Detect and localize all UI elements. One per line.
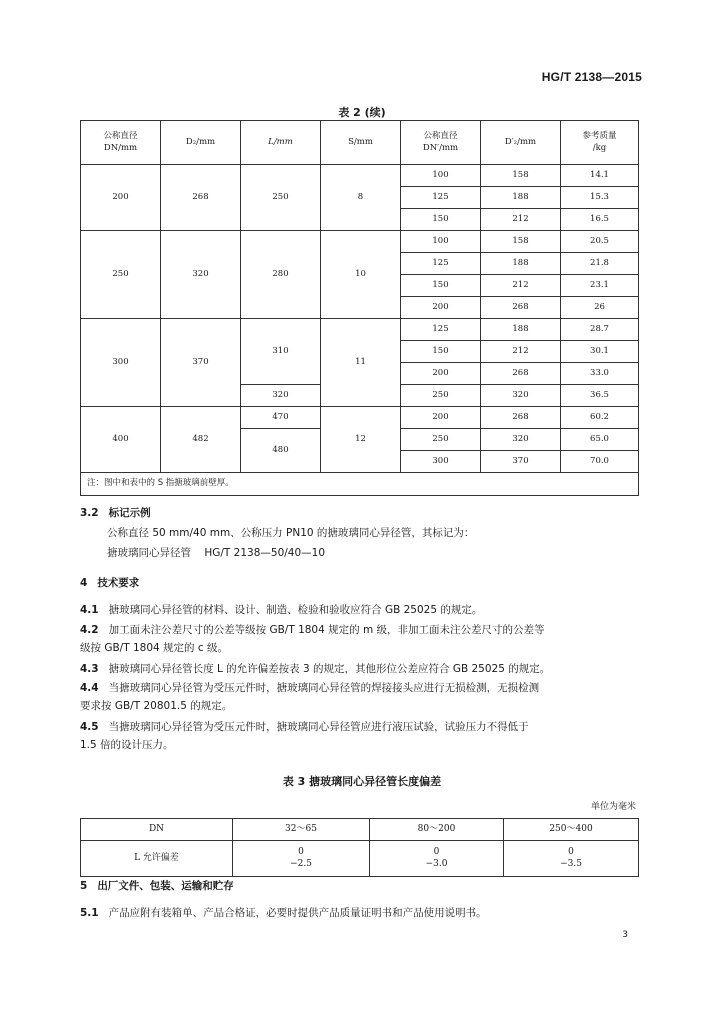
- cell-dn: 250: [81, 231, 161, 319]
- clause-4-1: [80, 602, 482, 617]
- section-title: 出厂文件、包装、运输和贮存: [97, 880, 234, 892]
- cell-s: 8: [321, 165, 401, 231]
- clause-text-continued: 级按 GB/T 1804 规定的 c 级。: [80, 642, 228, 654]
- table-row: [81, 165, 639, 187]
- cell-mass: 15.3: [561, 187, 639, 209]
- cell-l: 480: [241, 429, 321, 473]
- cell-dn-prime: 250: [401, 385, 481, 407]
- section-5-heading: [80, 878, 234, 893]
- cell-mass: 23.1: [561, 275, 639, 297]
- section-number: 4: [80, 577, 88, 589]
- cell-mass: 26: [561, 297, 639, 319]
- cell-dn-prime: 200: [401, 297, 481, 319]
- clause-text: 加工面未注公差尺寸的公差等级按 GB/T 1804 规定的 m 级，非加工面未注公差尺寸的公差等: [108, 624, 545, 636]
- cell-d2-prime: 370: [481, 451, 561, 473]
- table3-header-row: [81, 819, 639, 841]
- deviation-lower: −3.0: [425, 858, 448, 869]
- cell-mass: 36.5: [561, 385, 639, 407]
- table3-deviation-row: [81, 841, 639, 877]
- table-row: [81, 319, 639, 341]
- cell-d2-prime: 212: [481, 341, 561, 363]
- table2-caption: 表 2 (续): [338, 106, 386, 119]
- cell-d2: 482: [161, 407, 241, 473]
- clause-number: 4.2: [80, 624, 99, 636]
- clause-number: 4.4: [80, 682, 99, 694]
- cell-d2-prime: 268: [481, 407, 561, 429]
- header-s: S/mm: [321, 121, 401, 165]
- cell-mass: 60.2: [561, 407, 639, 429]
- cell-d2-prime: 268: [481, 297, 561, 319]
- cell-dn-prime: 100: [401, 231, 481, 253]
- table-row: [81, 231, 639, 253]
- cell-dn-prime: 125: [401, 253, 481, 275]
- cell-d2: 370: [161, 319, 241, 407]
- clause-text-continued: 要求按 GB/T 20801.5 的规定。: [80, 700, 233, 712]
- clause-number: 4.3: [80, 663, 99, 675]
- cell-s: 12: [321, 407, 401, 473]
- cell-dn-prime: 125: [401, 187, 481, 209]
- deviation-lower: −3.5: [560, 858, 582, 869]
- table-note-row: [81, 473, 639, 496]
- clause-number: 4.5: [80, 721, 99, 733]
- cell-d2-prime: 268: [481, 363, 561, 385]
- cell-mass: 14.1: [561, 165, 639, 187]
- cell-d2: 320: [161, 231, 241, 319]
- cell-l: 470: [241, 407, 321, 429]
- cell-d2-prime: 212: [481, 209, 561, 231]
- cell-mass: 33.0: [561, 363, 639, 385]
- clause-text: 产品应附有装箱单、产品合格证，必要时提供产品质量证明书和产品使用说明书。: [108, 907, 487, 919]
- clause-5-1: [80, 905, 487, 920]
- deviation-upper: 0: [568, 846, 574, 857]
- header-d2-prime: D′₂/mm: [481, 121, 561, 165]
- cell-dn-prime: 125: [401, 319, 481, 341]
- section-number: 5: [80, 880, 88, 892]
- cell-d2-prime: 158: [481, 231, 561, 253]
- clause-number: 5.1: [80, 907, 99, 919]
- cell-mass: 30.1: [561, 341, 639, 363]
- cell-mass: 20.5: [561, 231, 639, 253]
- cell-dn-prime: 250: [401, 429, 481, 451]
- table-3: [80, 818, 639, 877]
- cell-mass: 28.7: [561, 319, 639, 341]
- section-number: 3.2: [80, 507, 99, 519]
- cell-mass: 65.0: [561, 429, 639, 451]
- deviation-cell: [504, 841, 639, 877]
- cell-dn-prime: 100: [401, 165, 481, 187]
- clause-text-continued: 1.5 倍的设计压力。: [80, 739, 174, 751]
- table-header-row: [81, 121, 639, 165]
- section-4-heading: [80, 575, 139, 590]
- deviation-upper: 0: [433, 846, 440, 857]
- paragraph-line: 搪玻璃同心异径管 HG/T 2138—50/40—10: [107, 547, 326, 559]
- table-note: 注：图中和表中的 S 指搪玻璃前壁厚。: [81, 473, 639, 496]
- cell-d2-prime: 158: [481, 165, 561, 187]
- header-dn: 公称直径 DN/mm: [81, 121, 161, 165]
- cell-dn-prime: 150: [401, 209, 481, 231]
- cell-l: 310: [241, 319, 321, 385]
- section-3-2-heading: [80, 505, 151, 520]
- clause-4-2: [80, 622, 545, 637]
- clause-4-4: [80, 680, 539, 695]
- section-title: 标记示例: [108, 507, 151, 519]
- deviation-cell: [233, 841, 370, 877]
- clause-4-5: [80, 719, 529, 734]
- paragraph-line: 公称直径 50 mm/40 mm、公称压力 PN10 的搪玻璃同心异径管，其标记为：: [107, 527, 475, 539]
- clause-4-3: [80, 661, 550, 676]
- deviation-upper: 0: [298, 846, 304, 857]
- cell-dn-prime: 200: [401, 363, 481, 385]
- cell-d2: 268: [161, 165, 241, 231]
- cell-l: 320: [241, 385, 321, 407]
- table3-unit: 单位为毫米: [590, 802, 636, 812]
- header-range: 250～400: [504, 819, 639, 841]
- page-number: 3: [622, 930, 628, 940]
- header-dn-prime: 公称直径 DN′/mm: [401, 121, 481, 165]
- cell-mass: 16.5: [561, 209, 639, 231]
- cell-d2-prime: 320: [481, 385, 561, 407]
- deviation-lower: −2.5: [290, 858, 312, 869]
- table-2: [80, 120, 639, 496]
- cell-s: 11: [321, 319, 401, 407]
- cell-d2-prime: 212: [481, 275, 561, 297]
- cell-l: 280: [241, 231, 321, 319]
- cell-d2-prime: 188: [481, 319, 561, 341]
- row-label: L 允许偏差: [81, 841, 233, 877]
- header-dn: DN: [81, 819, 233, 841]
- clause-text: 搪玻璃同心异径管的材料、设计、制造、检验和验收应符合 GB 25025 的规定。: [108, 604, 483, 616]
- section-title: 技术要求: [97, 577, 140, 589]
- cell-mass: 70.0: [561, 451, 639, 473]
- table-row: [81, 407, 639, 429]
- cell-d2-prime: 320: [481, 429, 561, 451]
- clause-text: 当搪玻璃同心异径管为受压元件时，搪玻璃同心异径管的焊接接头应进行无损检测，无损检测: [108, 682, 540, 694]
- header-mass: 参考质量 /kg: [561, 121, 639, 165]
- cell-d2-prime: 188: [481, 253, 561, 275]
- cell-d2-prime: 188: [481, 187, 561, 209]
- standard-code: HG/T 2138—2015: [541, 70, 642, 84]
- header-d2: D₂/mm: [161, 121, 241, 165]
- header-l: L/mm: [241, 121, 321, 165]
- clause-number: 4.1: [80, 604, 99, 616]
- cell-dn: 400: [81, 407, 161, 473]
- header-range: 32～65: [233, 819, 370, 841]
- cell-mass: 21.8: [561, 253, 639, 275]
- cell-dn-prime: 200: [401, 407, 481, 429]
- header-range: 80～200: [370, 819, 504, 841]
- cell-dn-prime: 150: [401, 341, 481, 363]
- table3-caption: 表 3 搪玻璃同心异径管长度偏差: [282, 775, 442, 788]
- cell-s: 10: [321, 231, 401, 319]
- cell-dn-prime: 150: [401, 275, 481, 297]
- clause-text: 搪玻璃同心异径管长度 L 的允许偏差按表 3 的规定，其他形位公差应符合 GB 25025 的规定。: [108, 663, 551, 675]
- cell-dn-prime: 300: [401, 451, 481, 473]
- cell-l: 250: [241, 165, 321, 231]
- cell-dn: 200: [81, 165, 161, 231]
- deviation-cell: [370, 841, 504, 877]
- cell-dn: 300: [81, 319, 161, 407]
- clause-text: 当搪玻璃同心异径管为受压元件时，搪玻璃同心异径管应进行液压试验，试验压力不得低于: [108, 721, 529, 733]
